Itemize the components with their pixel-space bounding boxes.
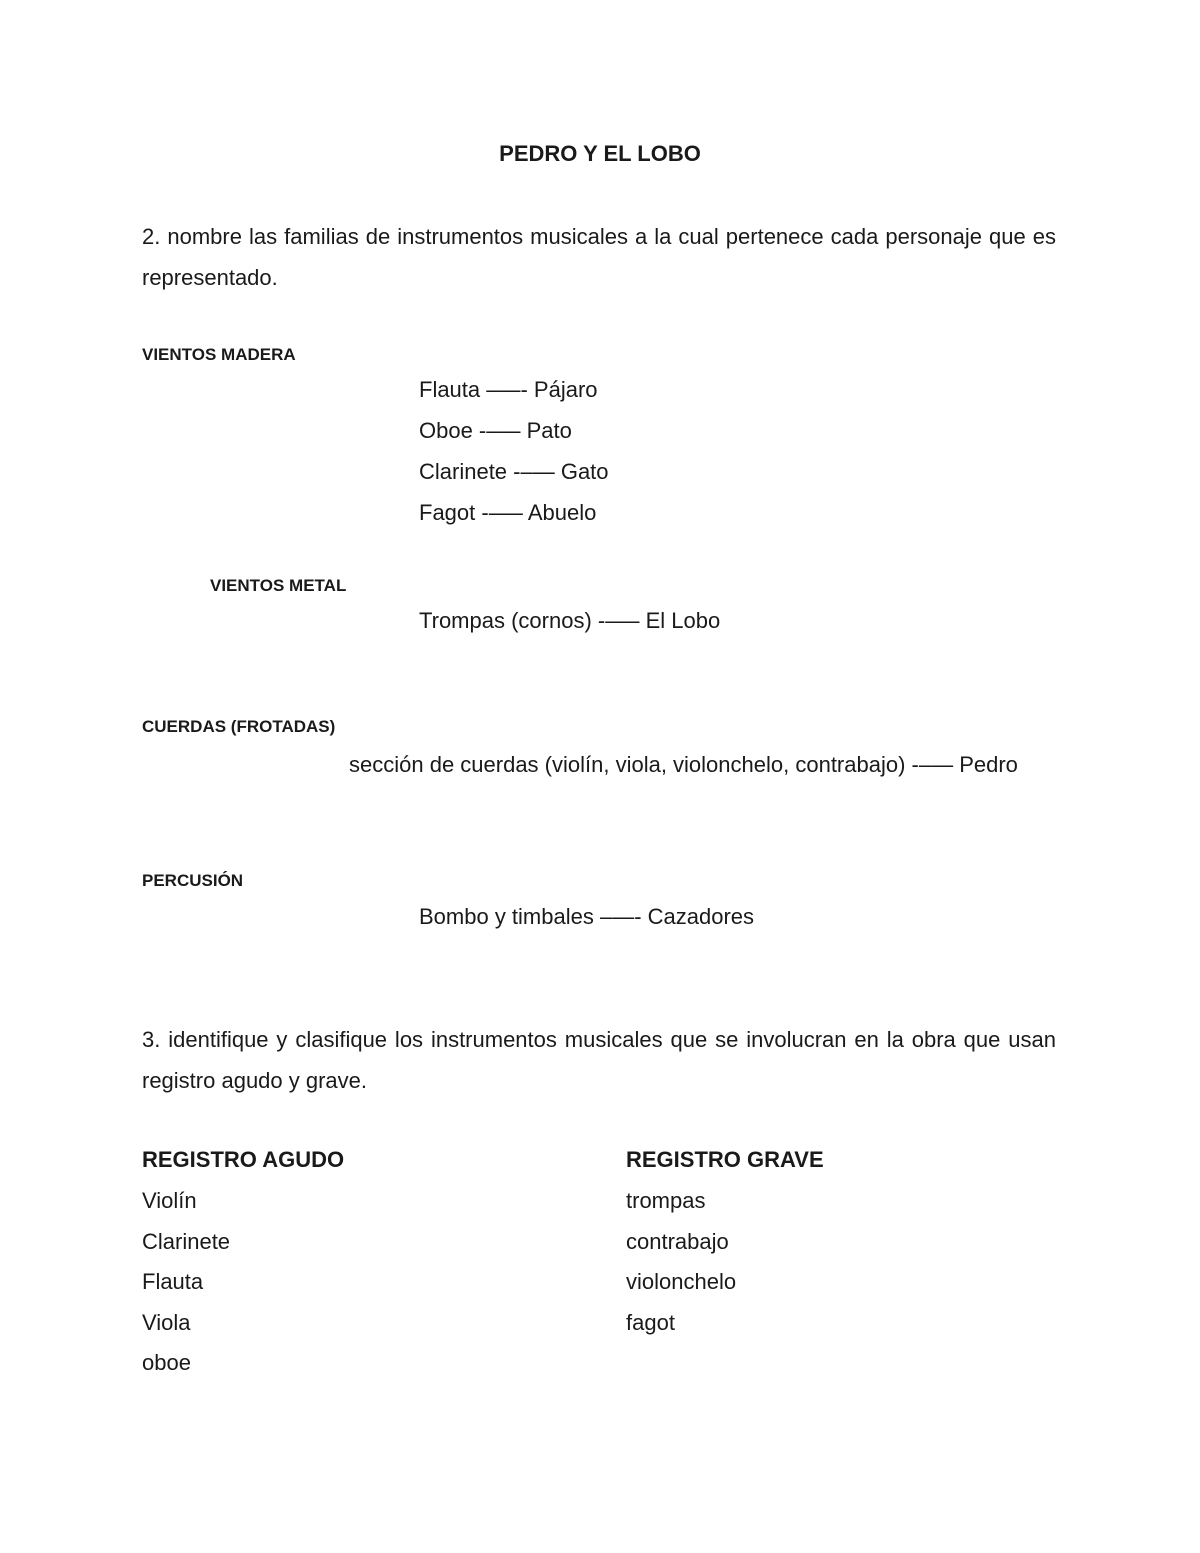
question-3: 3. identifique y clasifique los instrumentos musicales que se involucran en la obra que usan registro agudo y grave. — [142, 1027, 1056, 1093]
agudo-item: Clarinete — [142, 1229, 231, 1254]
agudo-item: oboe — [142, 1350, 191, 1375]
grave-item: contrabajo — [626, 1229, 729, 1254]
entry-trompas: Trompas (cornos) -–— El Lobo — [419, 608, 721, 633]
heading-cuerdas: CUERDAS (FROTADAS) — [142, 717, 336, 736]
heading-registro-grave: REGISTRO GRAVE — [626, 1147, 824, 1172]
entry-cuerdas: sección de cuerdas (violín, viola, violonchelo, contrabajo) -–— Pedro — [349, 752, 1018, 777]
heading-vientos-metal: VIENTOS METAL — [210, 576, 347, 595]
grave-item: violonchelo — [626, 1269, 737, 1294]
entry-flauta: Flauta –—- Pájaro — [419, 377, 598, 402]
grave-item: fagot — [626, 1310, 675, 1335]
agudo-item: Violín — [142, 1188, 197, 1213]
document-title: PEDRO Y EL LOBO — [499, 141, 701, 166]
entry-bombo: Bombo y timbales –—- Cazadores — [419, 904, 755, 929]
entry-oboe: Oboe -–— Pato — [419, 418, 572, 443]
heading-percusion: PERCUSIÓN — [142, 871, 244, 890]
entry-clarinete: Clarinete -–— Gato — [419, 459, 609, 484]
agudo-item: Viola — [142, 1310, 191, 1335]
heading-vientos-madera: VIENTOS MADERA — [142, 345, 296, 364]
question-2: 2. nombre las familias de instrumentos musicales a la cual pertenece cada personaje que es representado. — [142, 224, 1056, 290]
grave-item: trompas — [626, 1188, 706, 1213]
heading-registro-agudo: REGISTRO AGUDO — [142, 1147, 345, 1172]
entry-fagot: Fagot -–— Abuelo — [419, 500, 597, 525]
agudo-item: Flauta — [142, 1269, 204, 1294]
